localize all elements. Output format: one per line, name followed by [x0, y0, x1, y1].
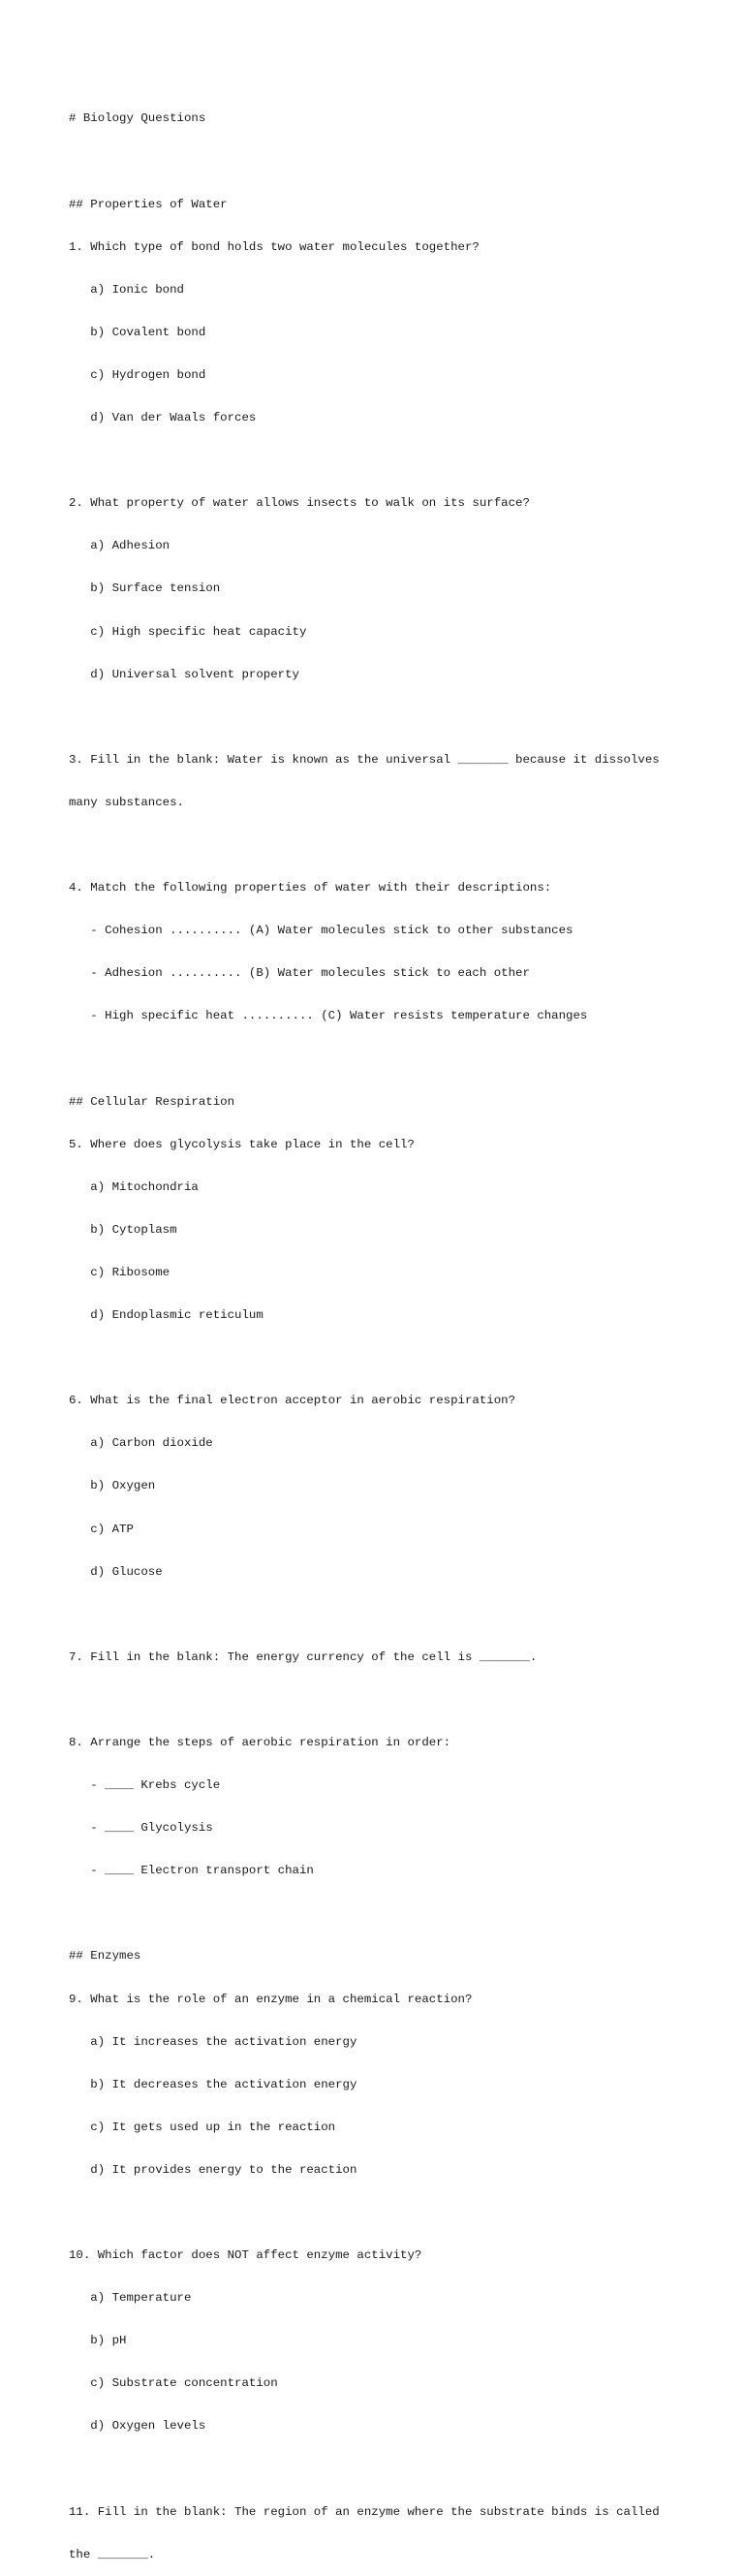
ordering-item: - ____ Electron transport chain — [69, 1864, 314, 1878]
answer-option: d) Van der Waals forces — [69, 411, 257, 425]
answer-option: b) Cytoplasm — [69, 1222, 177, 1237]
answer-option: c) Substrate concentration — [69, 2376, 278, 2391]
question: 1. Which type of bond holds two water molecules together? — [69, 239, 480, 254]
ordering-item: - ____ Glycolysis — [69, 1821, 213, 1836]
blank-line — [69, 1693, 728, 1708]
question: 5. Where does glycolysis take place in the cell? — [69, 1137, 415, 1151]
answer-option: c) Hydrogen bond — [69, 367, 206, 382]
question: 9. What is the role of an enzyme in a chemical reaction? — [69, 1992, 473, 2006]
answer-option: a) Carbon dioxide — [69, 1436, 213, 1451]
section-heading: ## Enzymes — [69, 1949, 141, 1963]
blank-line — [69, 2206, 728, 2220]
blank-line — [69, 838, 728, 853]
answer-option: d) Glucose — [69, 1564, 163, 1579]
match-item: - Adhesion .......... (B) Water molecules stick to each other — [69, 966, 530, 981]
question: 6. What is the final electron acceptor in aerobic respiration? — [69, 1394, 516, 1408]
answer-option: b) Covalent bond — [69, 325, 206, 339]
blank-line — [69, 2463, 728, 2477]
answer-option: d) Endoplasmic reticulum — [69, 1308, 264, 1323]
section-heading: ## Properties of Water — [69, 197, 228, 211]
blank-line — [69, 1052, 728, 1066]
blank-line — [69, 1351, 728, 1366]
match-item: - High specific heat .......... (C) Water resists temperature changes — [69, 1009, 588, 1023]
blank-line — [69, 454, 728, 468]
blank-line — [69, 710, 728, 725]
question: 3. Fill in the blank: Water is known as the universal _______ because it dissolves — [69, 752, 660, 767]
blank-line — [69, 1608, 728, 1622]
answer-option: b) pH — [69, 2334, 127, 2348]
document-title: # Biology Questions — [69, 111, 206, 126]
answer-option: a) Mitochondria — [69, 1179, 199, 1194]
answer-option: a) Adhesion — [69, 539, 170, 553]
answer-option: c) ATP — [69, 1522, 134, 1536]
answer-option: b) Surface tension — [69, 581, 221, 596]
answer-option: b) It decreases the activation energy — [69, 2077, 357, 2091]
answer-option: c) High specific heat capacity — [69, 624, 307, 639]
match-item: - Cohesion .......... (A) Water molecules stick to other substances — [69, 924, 574, 938]
blank-line — [69, 1906, 728, 1921]
answer-option: d) Oxygen levels — [69, 2419, 206, 2434]
ordering-item: - ____ Krebs cycle — [69, 1778, 221, 1793]
document-body — [69, 83, 728, 2576]
question: 10. Which factor does NOT affect enzyme activity? — [69, 2248, 422, 2263]
answer-option: c) Ribosome — [69, 1265, 170, 1279]
question: 4. Match the following properties of water with their descriptions: — [69, 881, 552, 895]
answer-option: a) Temperature — [69, 2291, 192, 2306]
blank-line — [69, 155, 728, 170]
question-continuation: the _______. — [69, 2547, 156, 2561]
question-continuation: many substances. — [69, 795, 184, 809]
answer-option: d) Universal solvent property — [69, 667, 299, 681]
question: 11. Fill in the blank: The region of an enzyme where the substrate binds is called — [69, 2504, 660, 2519]
question: 8. Arrange the steps of aerobic respiration in order: — [69, 1735, 451, 1749]
section-heading: ## Cellular Respiration — [69, 1094, 235, 1109]
answer-option: a) Ionic bond — [69, 282, 184, 297]
question: 7. Fill in the blank: The energy currency of the cell is _______. — [69, 1649, 538, 1664]
answer-option: b) Oxygen — [69, 1479, 156, 1493]
answer-option: a) It increases the activation energy — [69, 2034, 357, 2049]
question: 2. What property of water allows insects to walk on its surface? — [69, 496, 530, 511]
answer-option: d) It provides energy to the reaction — [69, 2162, 357, 2177]
answer-option: c) It gets used up in the reaction — [69, 2120, 336, 2134]
